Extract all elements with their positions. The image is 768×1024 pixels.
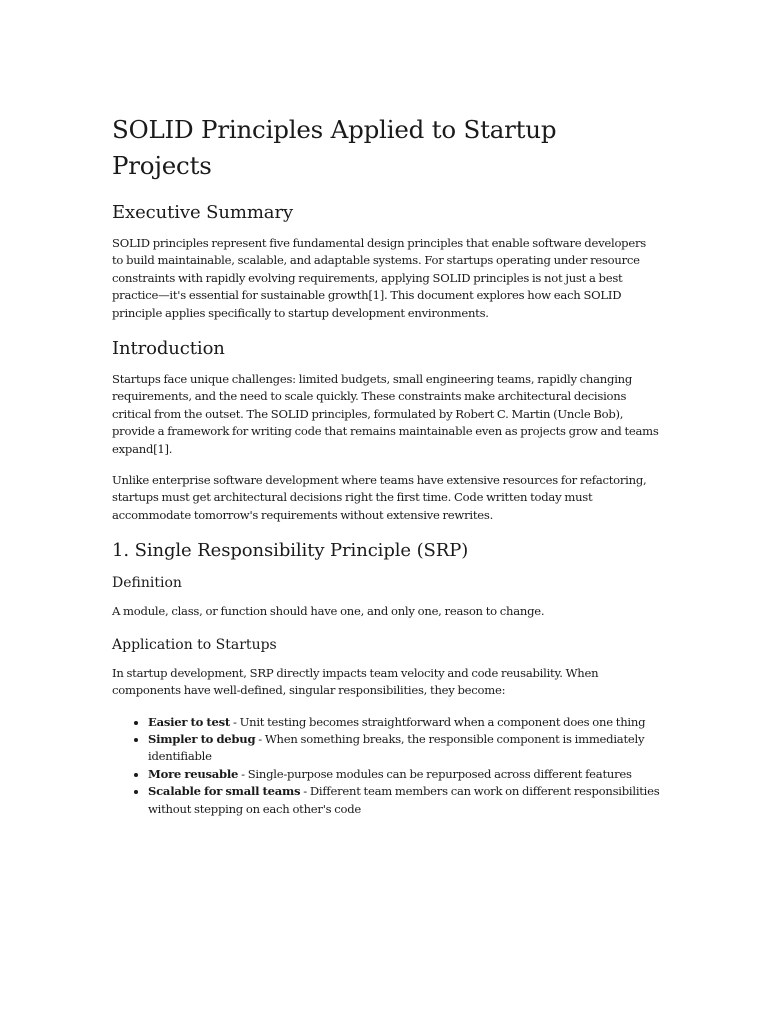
list-item-text: - Single-purpose modules can be repurposed across different features — [238, 766, 632, 781]
list-item — [148, 766, 660, 783]
heading-definition: Definition — [112, 575, 182, 592]
application-paragraph: In startup development, SRP directly impacts team velocity and code reusability. When components have well-defined, singular responsibilities, they become: — [112, 665, 599, 698]
document-title: SOLID Principles Applied to Startup Projects — [112, 115, 557, 180]
list-item-term: Simpler to debug — [148, 731, 256, 746]
list-item — [148, 783, 660, 818]
list-item-term: Easier to test — [148, 714, 231, 729]
list-item-term: Scalable for small teams — [148, 784, 301, 799]
introduction-paragraph-2: Unlike enterprise software development where teams have extensive resources for refactoring, startups must get architectural decisions right the first time. Code written today must accommodate tomorrow's requirements without extensive rewrites. — [112, 473, 647, 522]
list-item — [148, 714, 660, 731]
list-item-text: - Different team members can work on different responsibilities without stepping on each other's code — [148, 784, 660, 816]
list-item — [148, 731, 660, 766]
list-item-text: - When something breaks, the responsible component is immediately identifiable — [148, 731, 645, 764]
introduction-paragraph-1: Startups face unique challenges: limited budgets, small engineering teams, rapidly changing requirements, and the need to scale quickly. These constraints make architectural decisions critical from the outset. The SOLID principles, formulated by Robert C. Martin (Uncle Bob), provide a framework for writing code that remains maintainable even as projects grow and teams expand[1]. — [112, 372, 659, 456]
definition-paragraph: A module, class, or function should have one, and only one, reason to change. — [112, 604, 545, 619]
srp-benefits-list — [112, 714, 660, 818]
heading-executive-summary: Executive Summary — [112, 202, 294, 223]
list-item-text: - Unit testing becomes straightforward when a component does one thing — [230, 714, 646, 729]
heading-application-to-startups: Application to Startups — [112, 636, 277, 653]
heading-introduction: Introduction — [112, 338, 225, 360]
document-page — [112, 112, 660, 818]
heading-srp: 1. Single Responsibility Principle (SRP) — [112, 540, 469, 562]
list-item-term: More reusable — [148, 766, 239, 781]
executive-summary-paragraph: SOLID principles represent five fundamental design principles that enable software developers to build maintainable, scalable, and adaptable systems. For startups operating under resource constraints with rapidly evolving requirements, applying SOLID principles is not just a best practice—it's essential for sustainable growth[1]. This document explores how each SOLID principle applies specifically to startup development environments. — [112, 236, 646, 320]
